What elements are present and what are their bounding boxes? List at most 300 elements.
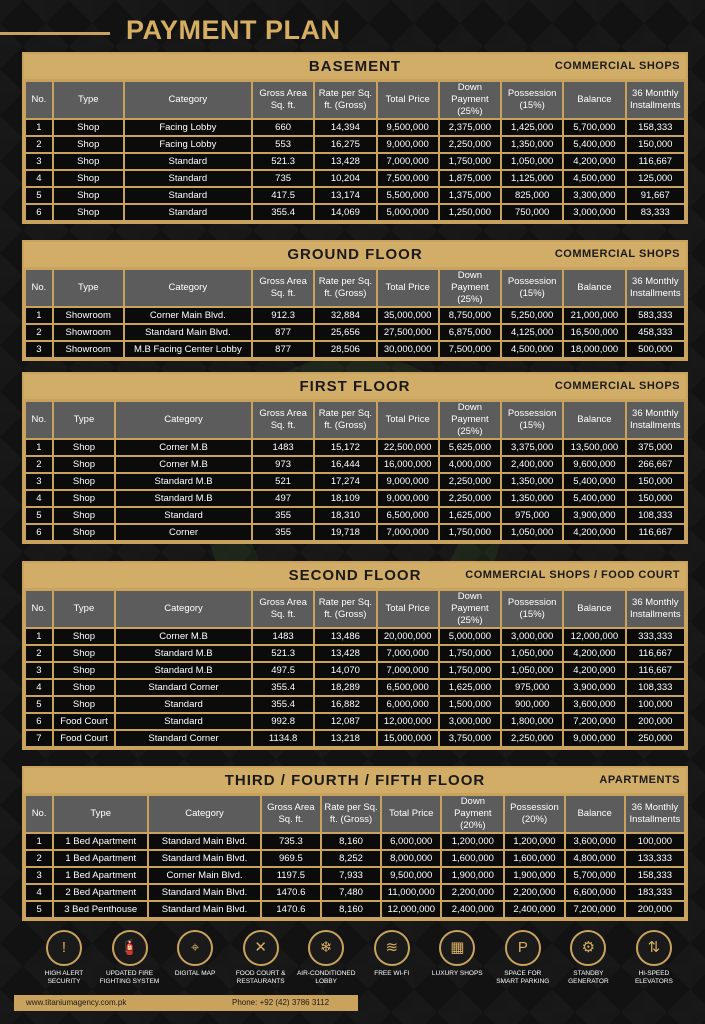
- table-row: [26, 440, 684, 455]
- table-cell: 200,000: [627, 714, 684, 729]
- table-row: [26, 629, 684, 644]
- table-cell: Standard Main Blvd.: [149, 885, 260, 900]
- table-cell: Shop: [54, 697, 114, 712]
- table-cell: Standard: [125, 171, 251, 186]
- table-cell: 2: [26, 325, 52, 340]
- table-cell: 1134.8: [253, 731, 313, 746]
- table-row: [26, 342, 684, 357]
- table-cell: Standard: [116, 714, 251, 729]
- column-header: Down Payment (25%): [440, 270, 500, 306]
- table-cell: 8,750,000: [440, 308, 500, 323]
- table-cell: 12,000,000: [564, 629, 624, 644]
- table-cell: Facing Lobby: [125, 137, 251, 152]
- section-header: [24, 374, 686, 399]
- table-cell: 18,109: [315, 491, 375, 506]
- table-cell: 14,394: [315, 120, 375, 135]
- table-cell: 12,000,000: [382, 902, 440, 917]
- table-cell: Standard: [116, 508, 251, 523]
- table-cell: 1: [26, 120, 52, 135]
- table-cell: 7: [26, 731, 52, 746]
- table-cell: 2,250,000: [440, 137, 500, 152]
- table-cell: 6,000,000: [378, 697, 438, 712]
- table-cell: 1,350,000: [502, 137, 562, 152]
- table-cell: 5,400,000: [564, 491, 624, 506]
- column-header: Category: [116, 591, 251, 627]
- table-cell: 877: [253, 342, 313, 357]
- table-cell: 2: [26, 457, 52, 472]
- fork-knife-icon: ✕: [243, 930, 279, 966]
- table-cell: Standard Main Blvd.: [149, 834, 260, 849]
- table-cell: 21,000,000: [564, 308, 624, 323]
- table-cell: 3,000,000: [564, 205, 624, 220]
- table-cell: Standard M.B: [116, 491, 251, 506]
- table-cell: 1,050,000: [502, 646, 562, 661]
- amenity-item: [296, 930, 356, 992]
- table-cell: 13,428: [315, 646, 375, 661]
- table-cell: 735: [253, 171, 313, 186]
- column-header: Possession (15%): [502, 402, 562, 438]
- table-cell: Standard M.B: [116, 474, 251, 489]
- table-cell: 4: [26, 885, 52, 900]
- table-cell: 2,200,000: [505, 885, 563, 900]
- table-row: [26, 731, 684, 746]
- table-cell: 6,500,000: [378, 508, 438, 523]
- table-cell: 13,486: [315, 629, 375, 644]
- section-tag: COMMERCIAL SHOPS: [554, 380, 680, 392]
- table-cell: 1,050,000: [502, 663, 562, 678]
- payment-table: [24, 80, 686, 222]
- table-cell: Shop: [54, 188, 123, 203]
- column-header: Gross Area Sq. ft.: [253, 402, 313, 438]
- table-cell: Standard M.B: [116, 663, 251, 678]
- table-cell: Corner: [116, 525, 251, 540]
- column-header: Rate per Sq. ft. (Gross): [315, 270, 375, 306]
- table-cell: 1470.6: [262, 885, 320, 900]
- table-cell: 13,500,000: [564, 440, 624, 455]
- table-cell: Facing Lobby: [125, 120, 251, 135]
- table-cell: 4,200,000: [564, 646, 624, 661]
- table-cell: Shop: [54, 474, 114, 489]
- table-cell: 5: [26, 188, 52, 203]
- table-cell: 28,506: [315, 342, 375, 357]
- table-cell: 660: [253, 120, 313, 135]
- table-cell: Standard: [125, 154, 251, 169]
- table-header-row: [26, 591, 684, 627]
- table-cell: 5,000,000: [440, 629, 500, 644]
- column-header: Gross Area Sq. ft.: [253, 591, 313, 627]
- table-row: [26, 902, 684, 917]
- column-header: Down Payment (25%): [440, 591, 500, 627]
- table-cell: 7,200,000: [564, 714, 624, 729]
- table-cell: Standard: [116, 697, 251, 712]
- table-cell: Shop: [54, 663, 114, 678]
- table-cell: 4: [26, 680, 52, 695]
- table-cell: 333,333: [627, 629, 684, 644]
- column-header: No.: [26, 82, 52, 118]
- table-cell: 16,000,000: [378, 457, 438, 472]
- table-cell: 2: [26, 851, 52, 866]
- amenity-label: FREE WI-FI: [374, 970, 410, 977]
- table-cell: Food Court: [54, 714, 114, 729]
- table-cell: 83,333: [627, 205, 684, 220]
- table-cell: 1,750,000: [440, 525, 500, 540]
- table-cell: 735.3: [262, 834, 320, 849]
- table-cell: 458,333: [627, 325, 684, 340]
- table-cell: 116,667: [627, 525, 684, 540]
- section-tag: COMMERCIAL SHOPS: [554, 248, 680, 260]
- table-cell: 7,000,000: [378, 646, 438, 661]
- table-cell: 3: [26, 663, 52, 678]
- table-cell: 2,375,000: [440, 120, 500, 135]
- table-cell: 7,480: [322, 885, 380, 900]
- table-cell: 18,310: [315, 508, 375, 523]
- section-title: FIRST FLOOR: [299, 378, 411, 395]
- table-cell: 1,350,000: [502, 474, 562, 489]
- column-header: No.: [26, 796, 52, 832]
- section-header: [24, 54, 686, 79]
- table-row: [26, 491, 684, 506]
- table-cell: Standard Corner: [116, 680, 251, 695]
- section-header: [24, 768, 686, 793]
- table-cell: 108,333: [627, 508, 684, 523]
- table-cell: 1,750,000: [440, 154, 500, 169]
- table-cell: Shop: [54, 137, 123, 152]
- table-cell: Corner M.B: [116, 629, 251, 644]
- table-cell: 497.5: [253, 663, 313, 678]
- column-header: 36 Monthly Installments: [627, 82, 684, 118]
- column-header: Rate per Sq. ft. (Gross): [315, 82, 375, 118]
- table-cell: 200,000: [626, 902, 684, 917]
- website-link[interactable]: www.titaniumagency.com.pk: [26, 998, 127, 1007]
- table-cell: 17,274: [315, 474, 375, 489]
- amenity-label: STANDBY GENERATOR: [568, 970, 609, 985]
- section-third-fourth-fifth-floor: [22, 766, 688, 921]
- table-cell: 6,500,000: [378, 680, 438, 695]
- table-cell: 973: [253, 457, 313, 472]
- table-cell: 3: [26, 154, 52, 169]
- table-cell: 16,500,000: [564, 325, 624, 340]
- table-cell: 250,000: [627, 731, 684, 746]
- table-cell: 6,600,000: [566, 885, 624, 900]
- table-cell: 116,667: [627, 154, 684, 169]
- column-header: Type: [54, 82, 123, 118]
- generator-icon: ⚙: [570, 930, 606, 966]
- table-cell: 912.3: [253, 308, 313, 323]
- table-row: [26, 697, 684, 712]
- table-header-row: [26, 270, 684, 306]
- table-cell: 1,250,000: [440, 205, 500, 220]
- column-header: Category: [125, 270, 251, 306]
- section-basement: [22, 52, 688, 224]
- table-cell: Corner M.B: [116, 457, 251, 472]
- table-cell: Standard Main Blvd.: [149, 851, 260, 866]
- table-cell: Shop: [54, 120, 123, 135]
- table-cell: 5,700,000: [566, 868, 624, 883]
- table-cell: 1,875,000: [440, 171, 500, 186]
- payment-table: [24, 794, 686, 919]
- table-cell: 1,800,000: [502, 714, 562, 729]
- table-cell: 1,600,000: [505, 851, 563, 866]
- alert-icon: !: [46, 930, 82, 966]
- section-header: [24, 242, 686, 267]
- table-cell: 2,200,000: [442, 885, 503, 900]
- table-cell: 1,625,000: [440, 508, 500, 523]
- table-cell: 14,069: [315, 205, 375, 220]
- table-cell: 2: [26, 646, 52, 661]
- table-cell: 4,200,000: [564, 154, 624, 169]
- section-title: THIRD / FOURTH / FIFTH FLOOR: [224, 772, 486, 789]
- table-row: [26, 137, 684, 152]
- table-cell: 1,750,000: [440, 663, 500, 678]
- table-cell: 3,900,000: [564, 680, 624, 695]
- table-cell: 1197.5: [262, 868, 320, 883]
- table-cell: Showroom: [54, 342, 123, 357]
- table-row: [26, 508, 684, 523]
- column-header: Possession (15%): [502, 270, 562, 306]
- table-cell: Shop: [54, 508, 114, 523]
- table-cell: 3,000,000: [502, 629, 562, 644]
- table-cell: 355.4: [253, 697, 313, 712]
- column-header: Total Price: [382, 796, 440, 832]
- fire-extinguisher-icon: 🧯: [112, 930, 148, 966]
- section-tag: COMMERCIAL SHOPS: [554, 60, 680, 72]
- table-cell: 5,400,000: [564, 474, 624, 489]
- table-row: [26, 525, 684, 540]
- table-cell: 975,000: [502, 680, 562, 695]
- table-cell: 9,500,000: [378, 120, 438, 135]
- table-cell: 521.3: [253, 646, 313, 661]
- table-cell: 355: [253, 508, 313, 523]
- table-cell: 497: [253, 491, 313, 506]
- table-cell: Showroom: [54, 308, 123, 323]
- amenity-label: AIR-CONDITIONED LOBBY: [296, 970, 356, 985]
- table-cell: 125,000: [627, 171, 684, 186]
- table-row: [26, 188, 684, 203]
- section-second-floor: [22, 561, 688, 750]
- column-header: Balance: [566, 796, 624, 832]
- table-cell: 16,882: [315, 697, 375, 712]
- table-cell: 4: [26, 491, 52, 506]
- table-row: [26, 308, 684, 323]
- column-header: Type: [54, 402, 114, 438]
- table-cell: Shop: [54, 457, 114, 472]
- amenity-item: [231, 930, 291, 992]
- table-cell: Corner Main Blvd.: [125, 308, 251, 323]
- amenity-item: [165, 930, 225, 992]
- table-cell: 91,667: [627, 188, 684, 203]
- table-cell: 35,000,000: [378, 308, 438, 323]
- column-header: Gross Area Sq. ft.: [253, 270, 313, 306]
- table-cell: Shop: [54, 646, 114, 661]
- table-cell: 150,000: [627, 491, 684, 506]
- table-cell: 3: [26, 342, 52, 357]
- table-cell: 7,500,000: [440, 342, 500, 357]
- payment-table: [24, 589, 686, 748]
- table-cell: 4,500,000: [502, 342, 562, 357]
- table-cell: 10,204: [315, 171, 375, 186]
- table-cell: 1,900,000: [442, 868, 503, 883]
- table-cell: 3 Bed Penthouse: [54, 902, 147, 917]
- table-cell: Shop: [54, 680, 114, 695]
- parking-icon: P: [505, 930, 541, 966]
- table-cell: 18,289: [315, 680, 375, 695]
- payment-table: [24, 268, 686, 359]
- table-cell: 7,200,000: [566, 902, 624, 917]
- table-cell: 1483: [253, 629, 313, 644]
- column-header: No.: [26, 270, 52, 306]
- table-cell: 417.5: [253, 188, 313, 203]
- table-cell: 8,000,000: [382, 851, 440, 866]
- table-cell: 5,400,000: [564, 137, 624, 152]
- table-cell: 4,200,000: [564, 663, 624, 678]
- table-cell: 1,050,000: [502, 525, 562, 540]
- table-cell: 15,172: [315, 440, 375, 455]
- table-cell: 12,087: [315, 714, 375, 729]
- table-cell: 20,000,000: [378, 629, 438, 644]
- section-title: GROUND FLOOR: [287, 246, 423, 263]
- column-header: Balance: [564, 402, 624, 438]
- table-cell: 8,160: [322, 834, 380, 849]
- table-cell: 18,000,000: [564, 342, 624, 357]
- table-cell: 825,000: [502, 188, 562, 203]
- column-header: Total Price: [378, 591, 438, 627]
- table-cell: Shop: [54, 491, 114, 506]
- amenity-label: HIGH ALERT SECURITY: [44, 970, 84, 985]
- amenity-item: [558, 930, 618, 992]
- amenity-item: [362, 930, 422, 992]
- table-cell: 5: [26, 902, 52, 917]
- table-cell: 3: [26, 868, 52, 883]
- table-cell: 4,000,000: [440, 457, 500, 472]
- column-header: Gross Area Sq. ft.: [262, 796, 320, 832]
- table-cell: 19,718: [315, 525, 375, 540]
- column-header: No.: [26, 402, 52, 438]
- table-cell: 7,933: [322, 868, 380, 883]
- table-cell: 2,250,000: [440, 474, 500, 489]
- table-row: [26, 474, 684, 489]
- table-cell: 1,600,000: [442, 851, 503, 866]
- amenity-item: [100, 930, 160, 992]
- table-cell: 1: [26, 834, 52, 849]
- table-cell: Shop: [54, 205, 123, 220]
- table-cell: 4: [26, 171, 52, 186]
- column-header: Down Payment (25%): [440, 82, 500, 118]
- table-cell: 5,700,000: [564, 120, 624, 135]
- map-icon: ⌖: [177, 930, 213, 966]
- section-tag: APARTMENTS: [599, 774, 680, 786]
- table-cell: 1 Bed Apartment: [54, 868, 147, 883]
- amenity-label: LUXURY SHOPS: [431, 970, 483, 977]
- table-cell: 16,275: [315, 137, 375, 152]
- section-tag: COMMERCIAL SHOPS / FOOD COURT: [465, 569, 680, 581]
- column-header: Rate per Sq. ft. (Gross): [315, 591, 375, 627]
- table-cell: 3,600,000: [564, 697, 624, 712]
- table-row: [26, 325, 684, 340]
- table-cell: 9,500,000: [382, 868, 440, 883]
- table-cell: 16,444: [315, 457, 375, 472]
- table-cell: 6: [26, 525, 52, 540]
- table-cell: Corner Main Blvd.: [149, 868, 260, 883]
- table-cell: 6: [26, 205, 52, 220]
- table-row: [26, 171, 684, 186]
- column-header: Rate per Sq. ft. (Gross): [322, 796, 380, 832]
- table-cell: 9,000,000: [378, 491, 438, 506]
- amenity-label: DIGITAL MAP: [174, 970, 216, 977]
- table-cell: 6,000,000: [382, 834, 440, 849]
- table-cell: 150,000: [627, 137, 684, 152]
- table-cell: 1,375,000: [440, 188, 500, 203]
- table-cell: 5,000,000: [378, 205, 438, 220]
- table-cell: 553: [253, 137, 313, 152]
- table-cell: 1: [26, 308, 52, 323]
- column-header: Possession (15%): [502, 591, 562, 627]
- table-cell: Corner M.B: [116, 440, 251, 455]
- table-cell: 7,000,000: [378, 525, 438, 540]
- table-cell: Standard M.B: [116, 646, 251, 661]
- section-title: BASEMENT: [308, 58, 402, 75]
- table-cell: 11,000,000: [382, 885, 440, 900]
- table-cell: 25,656: [315, 325, 375, 340]
- table-cell: 116,667: [627, 663, 684, 678]
- table-cell: 1,900,000: [505, 868, 563, 883]
- column-header: Total Price: [378, 82, 438, 118]
- table-row: [26, 885, 684, 900]
- table-header-row: [26, 402, 684, 438]
- table-cell: 3,300,000: [564, 188, 624, 203]
- table-row: [26, 834, 684, 849]
- column-header: Rate per Sq. ft. (Gross): [315, 402, 375, 438]
- table-cell: 116,667: [627, 646, 684, 661]
- table-cell: 108,333: [627, 680, 684, 695]
- table-cell: 3: [26, 474, 52, 489]
- table-row: [26, 714, 684, 729]
- phone-number: Phone: +92 (42) 3786 3112: [232, 998, 330, 1007]
- table-row: [26, 680, 684, 695]
- table-cell: 9,000,000: [564, 731, 624, 746]
- table-cell: 1,350,000: [502, 491, 562, 506]
- table-row: [26, 851, 684, 866]
- section-first-floor: [22, 372, 688, 544]
- table-cell: 5,500,000: [378, 188, 438, 203]
- table-cell: 22,500,000: [378, 440, 438, 455]
- table-cell: 158,333: [626, 868, 684, 883]
- table-cell: 13,428: [315, 154, 375, 169]
- table-cell: 100,000: [627, 697, 684, 712]
- table-cell: Standard Corner: [116, 731, 251, 746]
- section-ground-floor: [22, 240, 688, 361]
- table-row: [26, 457, 684, 472]
- column-header: Category: [149, 796, 260, 832]
- table-cell: 1: [26, 440, 52, 455]
- column-header: Total Price: [378, 270, 438, 306]
- table-cell: 1,750,000: [440, 646, 500, 661]
- column-header: Balance: [564, 82, 624, 118]
- column-header: Gross Area Sq. ft.: [253, 82, 313, 118]
- table-cell: 30,000,000: [378, 342, 438, 357]
- section-title: SECOND FLOOR: [288, 567, 422, 584]
- table-row: [26, 646, 684, 661]
- table-cell: 9,600,000: [564, 457, 624, 472]
- table-cell: 8,252: [322, 851, 380, 866]
- table-header-row: [26, 796, 684, 832]
- table-cell: 1470.6: [262, 902, 320, 917]
- table-cell: 5: [26, 508, 52, 523]
- table-cell: 13,174: [315, 188, 375, 203]
- column-header: Down Payment (20%): [442, 796, 503, 832]
- column-header: Category: [125, 82, 251, 118]
- table-cell: 1,625,000: [440, 680, 500, 695]
- footer-bar: [14, 995, 358, 1011]
